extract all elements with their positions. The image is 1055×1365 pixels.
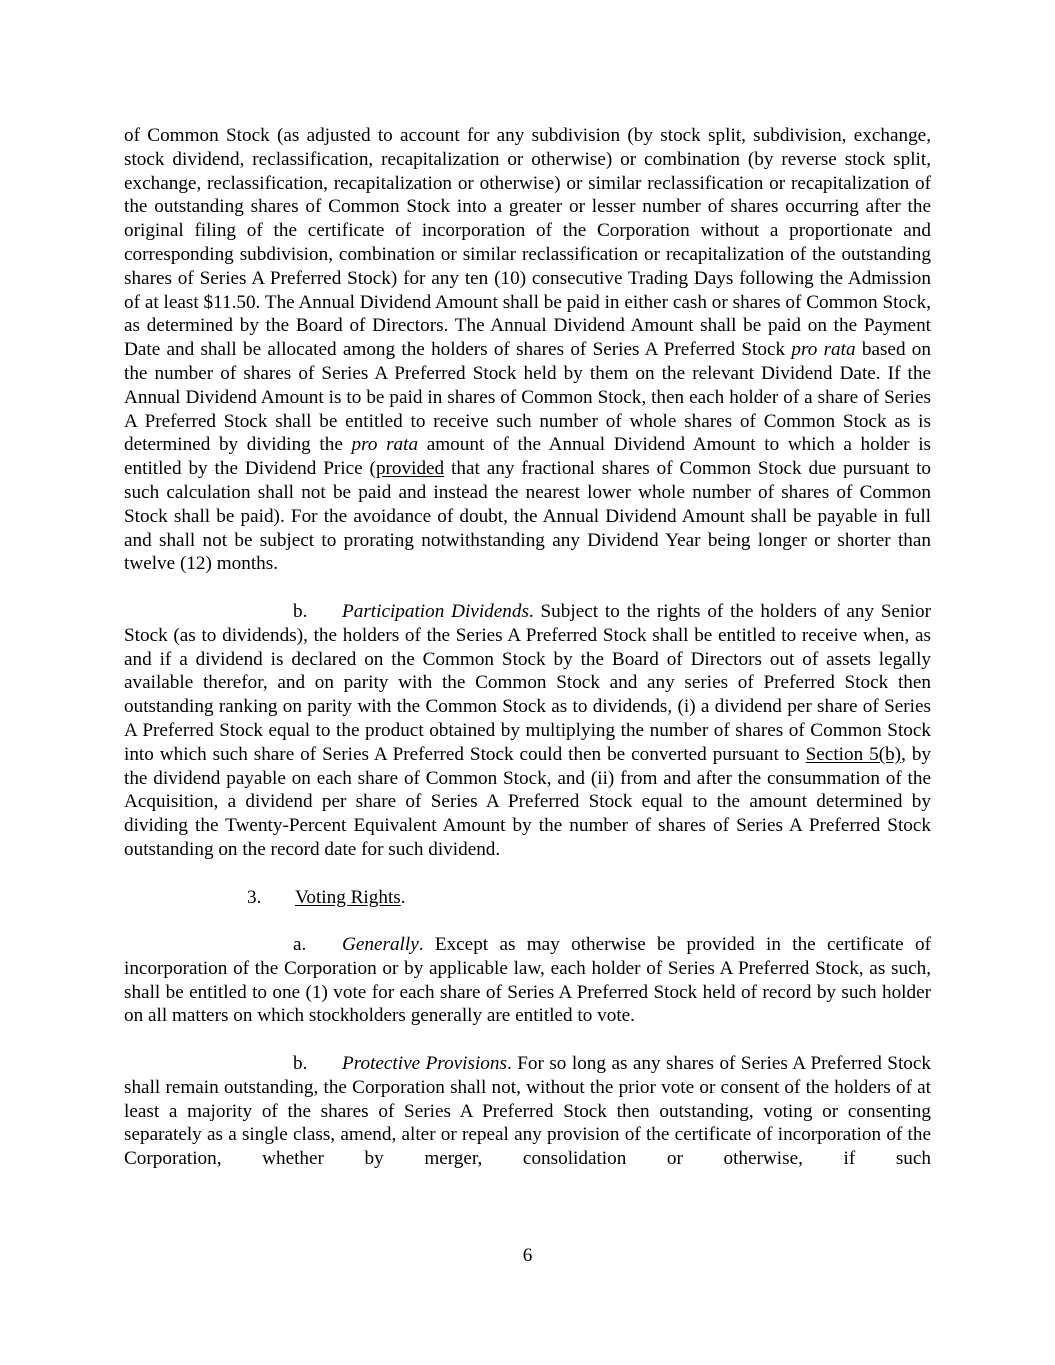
paragraph-text: Except as may otherwise be provided in the certificate of incorporation of the Corporation or by applicable law, each holder of Series A Preferred Stock, as such, shall be entitled to one (1) vote for each share of Series A Preferred Stock held of record by such holder on all matters on which stockholders generally are entitled to vote. (124, 934, 931, 1027)
title-period: . (528, 600, 534, 622)
subsection-number: b. (293, 600, 308, 622)
paragraph-text: Subject to the rights of the holders of any Senior Stock (as to dividends), the holders of the Series A Preferred Stock shall be entitled to receive when, as and if a dividend is declared on the Common Stock by the Board of Directors out of assets legally available therefor, and on parity with the Common Stock and any series of Preferred Stock then outstanding ranking on parity with the Common Stock as to dividends, (i) a dividend per share of Series A Preferred Stock equal to the product obtained by multiplying the number of shares of Common Stock into which such share of Series A Preferred Stock could then be converted pursuant to (124, 600, 931, 765)
section-number: 3. (247, 886, 262, 908)
participation-dividends-paragraph (124, 600, 931, 862)
dividend-amount-paragraph (124, 124, 931, 576)
paragraph-text: based on the number of shares of Series A Preferred Stock held by them on the relevant Dividend Date. If the Annual Dividend Amount is to be paid in shares of Common Stock, then each holder of a share of Series A Preferred Stock shall be entitled to receive such number of whole shares of Common Stock as is determined by dividing the (124, 339, 931, 456)
title-period: . (506, 1053, 512, 1075)
italic-term: pro rata (791, 339, 856, 361)
subsection-title: Generally (342, 934, 419, 956)
paragraph-text: of Common Stock (as adjusted to account for any subdivision (by stock split, subdivision, exchange, stock dividend, reclassification, recapitalization or otherwise) or combination (by reverse stock split, exchange, reclassification, recapitalization or otherwise) or similar reclassification or recapitalization of the outstanding shares of Common Stock into a greater or lesser number of shares occurring after the original filing of the certificate of incorporation of the Corporation without a proportionate and corresponding subdivision, combination or similar reclassification or recapitalization of the outstanding shares of Series A Preferred Stock) for any ten (10) consecutive Trading Days following the Admission of at least $11.50. The Annual Dividend Amount shall be paid in either cash or shares of Common Stock, as determined by the Board of Directors. The Annual Dividend Amount shall be paid on the Payment Date and shall be allocated among the holders of shares of Series A Preferred Stock (124, 125, 931, 361)
page-number: 6 (522, 1245, 533, 1266)
subsection-number: b. (293, 1053, 308, 1075)
subsection-title: Participation Dividends (342, 600, 529, 622)
voting-generally-paragraph (124, 933, 931, 1028)
title-period: . (418, 934, 424, 956)
italic-term: pro rata (351, 434, 419, 456)
subsection-title: Protective Provisions (342, 1053, 507, 1075)
section-reference: Section 5(b) (805, 743, 902, 765)
underlined-term: provided (375, 458, 445, 480)
document-page (124, 124, 931, 1171)
paragraph-text: , by the dividend payable on each share of Common Stock, and (ii) from and after the consummation of the Acquisition, a dividend per share of Series A Preferred Stock equal to the amount determined by dividing the Twenty-Percent Equivalent Amount by the number of shares of Series A Preferred Stock outstanding on the record date for such dividend. (124, 743, 932, 860)
voting-rights-heading (124, 886, 931, 910)
paragraph-text: amount of the Annual Dividend Amount to which a holder is entitled by the Dividend Price ( (124, 434, 931, 480)
paragraph-text: For so long as any shares of Series A Preferred Stock shall remain outstanding, the Corporation shall not, without the prior vote or consent of the holders of at least a majority of the shares of Series A Preferred Stock then outstanding, voting or consenting separately as a single class, amend, alter or repeal any provision of the certificate of incorporation of the Corporation, whether by merger, consolidation or otherwise, if such (124, 1053, 932, 1170)
title-period: . (400, 886, 406, 908)
subsection-number: a. (293, 934, 307, 956)
section-title: Voting Rights (295, 886, 401, 908)
protective-provisions-paragraph (124, 1052, 931, 1171)
paragraph-text: that any fractional shares of Common Stock due pursuant to such calculation shall not be paid and instead the nearest lower whole number of shares of Common Stock shall be paid). For the avoidance of doubt, the Annual Dividend Amount shall be payable in full and shall not be subject to prorating notwithstanding any Dividend Year being longer or shorter than twelve (12) months. (124, 458, 931, 575)
